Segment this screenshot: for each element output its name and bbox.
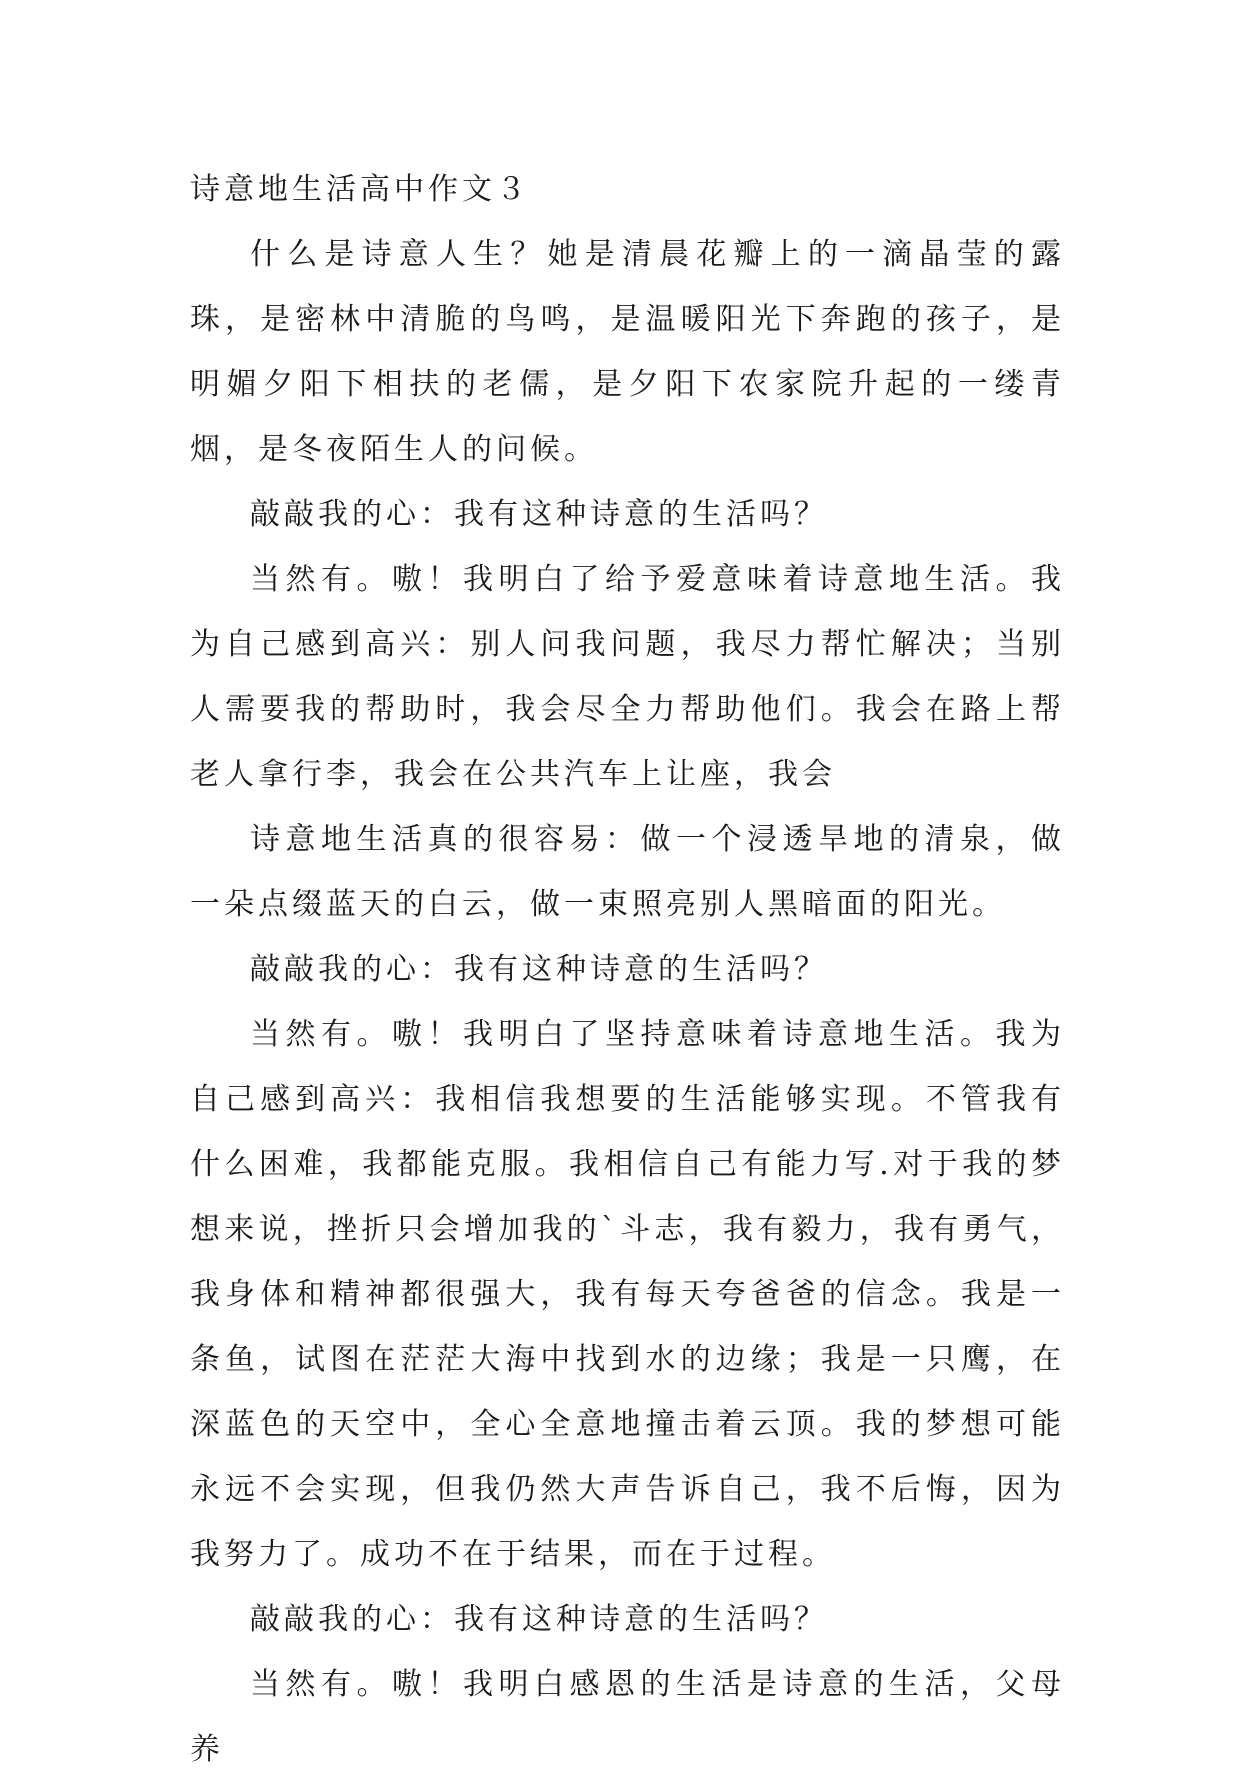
paragraph: 当然有。嗷！我明白了坚持意味着诗意地生活。我为自己感到高兴：我相信我想要的生活能够实现。不管我有什么困难，我都能克服。我相信自己有能力写.对于我的梦想来说，挫折只会增加我的`斗志，我有毅力，我有勇气，我身体和精神都很强大，我有每天夸爸爸的信念。我是一条鱼，试图在茫茫大海中找到水的边缘；我是一只鹰，在深蓝色的天空中，全心全意地撞击着云顶。我的梦想可能永远不会实现，但我仍然大声告诉自己，我不后悔，因为我努力了。成功不在于结果，而在于过程。 <box>190 1017 1065 1572</box>
paragraph: 敲敲我的心：我有这种诗意的生活吗？ <box>250 497 828 532</box>
paragraph: 诗意地生活真的很容易：做一个浸透旱地的清泉，做一朵点缀蓝天的白云，做一束照亮别人黑暗面的阳光。 <box>190 822 1065 922</box>
paragraph: 敲敲我的心：我有这种诗意的生活吗？ <box>250 952 828 987</box>
paragraph: 什么是诗意人生？她是清晨花瓣上的一滴晶莹的露珠，是密林中清脆的鸟鸣，是温暖阳光下奔跑的孩子，是明媚夕阳下相扶的老儒，是夕阳下农家院升起的一缕青烟，是冬夜陌生人的问候。 <box>190 237 1065 467</box>
document-body <box>190 157 1065 1782</box>
paragraph: 当然有。嗷！我明白了给予爱意味着诗意地生活。我为自己感到高兴：别人问我问题，我尽力帮忙解决；当别人需要我的帮助时，我会尽全力帮助他们。我会在路上帮老人拿行李，我会在公共汽车上让座，我会 <box>190 562 1065 792</box>
paragraph: 当然有。嗷！我明白感恩的生活是诗意的生活，父母养 <box>190 1667 1065 1767</box>
paragraph: 敲敲我的心：我有这种诗意的生活吗？ <box>250 1602 828 1637</box>
document-title: 诗意地生活高中作文３ <box>190 172 530 207</box>
